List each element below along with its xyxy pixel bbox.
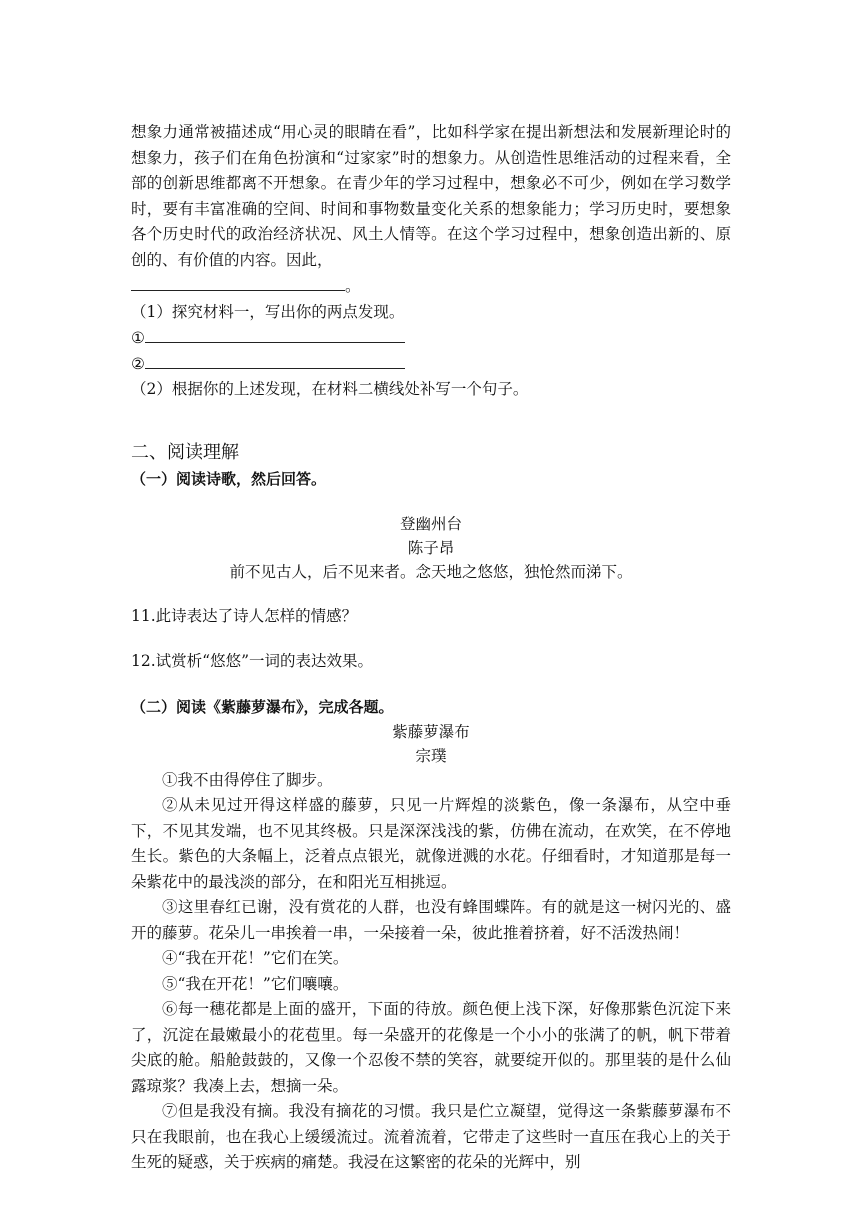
material-two-paragraph	[131, 120, 731, 300]
article-paragraph-5: ⑤“我在开花！”它们嚷嚷。	[162, 974, 349, 993]
article-paragraph-2: ②从未见过开得这样盛的藤萝，只见一片辉煌的淡紫色，像一条瀑布，从空中垂下，不见其发端，也不见其终极。只是深深浅浅的紫，仿佛在流动，在欢笑，在不停地生长。紫色的大条幅上，泛着点点银光，就像迸溅的水花。仔细看时，才知道那是每一朵紫花中的最浅淡的部分，在和阳光互相挑逗。	[131, 796, 731, 891]
article-paragraph-1: ①我不由得停住了脚步。	[162, 770, 333, 789]
section-title: 二、阅读理解	[131, 441, 239, 463]
answer-marker-2: ②	[131, 354, 145, 373]
poem-body: 前不见古人，后不见来者。念天地之悠悠，独怆然而涕下。	[229, 562, 633, 581]
poem-author: 陈子昂	[407, 538, 455, 557]
part-one-title: （一）阅读诗歌，然后回答。	[131, 469, 327, 488]
article-paragraph-4: ④“我在开花！”它们在笑。	[162, 949, 349, 967]
fill-blank-line[interactable]	[131, 273, 345, 291]
document-page	[131, 120, 731, 1176]
article-author: 宗璞	[415, 746, 447, 765]
question-12: 12.试赏析“悠悠”一词的表达效果。	[131, 651, 373, 670]
poem-title: 登幽州台	[399, 514, 462, 533]
answer-blank-2[interactable]	[145, 351, 405, 369]
question-11: 11.此诗表达了诗人怎样的情感？	[131, 606, 358, 625]
question-1-prompt: （1）探究材料一，写出你的两点发现。	[131, 302, 405, 321]
article-title: 紫藤萝瀑布	[392, 722, 470, 741]
part-two-title: （二）阅读《紫藤萝瀑布》，完成各题。	[131, 697, 394, 716]
article-paragraph-7: ⑦但是我没有摘。我没有摘花的习惯。我只是伫立凝望，觉得这一条紫藤萝瀑布不只在我眼前，也在我心上缓缓流过。流着流着，它带走了这些时一直压在我心上的关于生死的疑惑，关于疾病的痛楚。我浸在这繁密的花朵的光辉中，别	[131, 1102, 731, 1171]
answer-line-2	[131, 351, 731, 377]
answer-marker-1: ①	[131, 328, 145, 347]
article-paragraph-6: ⑥每一穗花都是上面的盛开，下面的待放。颜色便上浅下深，好像那紫色沉淀下来了，沉淀在最嫩最小的花苞里。每一朵盛开的花像是一个小小的张满了的帆，帆下带着尖底的舱。船舱鼓鼓的，又像一个忍俊不禁的笑容，就要绽开似的。那里装的是什么仙露琼浆？我凑上去，想摘一朵。	[131, 1000, 731, 1095]
answer-line-1	[131, 325, 731, 351]
answer-blank-1[interactable]	[145, 325, 405, 343]
article-paragraph-3: ③这里春红已谢，没有赏花的人群，也没有蜂围蝶阵。有的就是这一树闪光的、盛开的藤萝。花朵儿一串挨着一串，一朵接着一朵，彼此推着挤着，好不活泼热闹！	[131, 898, 731, 942]
material-two-end-mark: 。	[345, 277, 361, 295]
material-two-text: 想象力通常被描述成“用心灵的眼睛在看”，比如科学家在提出新想法和发展新理论时的想象力，孩子们在角色扮演和“过家家”时的想象力。从创造性思维活动的过程来看，全部的创新思维都离不开想象。在青少年的学习过程中，想象必不可少，例如在学习数学时，要有丰富准确的空间、时间和事物数量变化关系的想象能力；学习历史时，要想象各个历史时代的政治经济状况、风土人情等。在这个学习过程中，想象创造出新的、原创的、有价值的内容。因此，	[131, 123, 731, 269]
question-2-prompt: （2）根据你的上述发现，在材料二横线处补写一个句子。	[131, 379, 529, 398]
